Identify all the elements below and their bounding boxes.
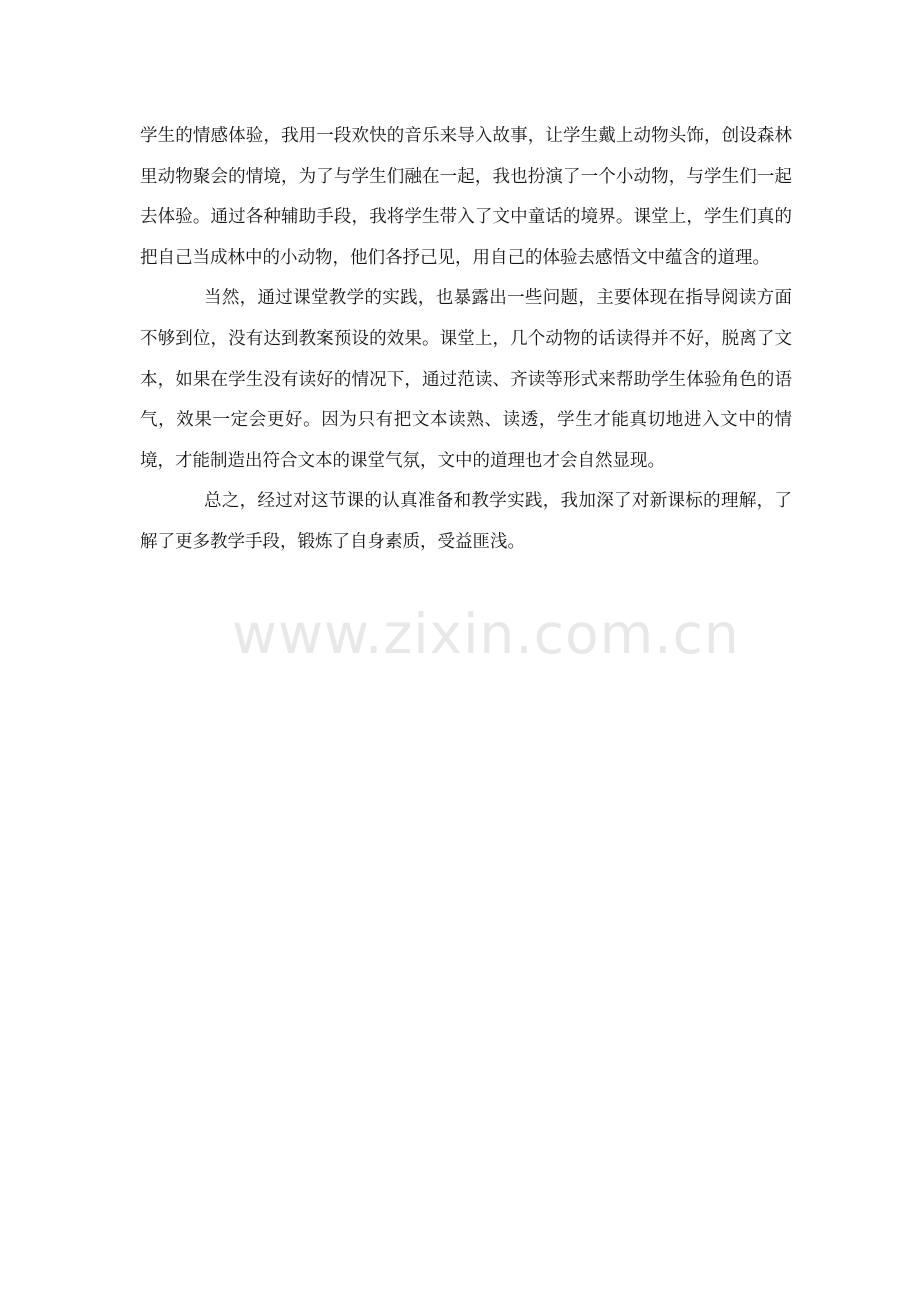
document-body (140, 116, 792, 563)
watermark: www.zixin.com.cn (232, 602, 740, 666)
paragraph-conclusion: 总之，经过对这节课的认真准备和教学实践，我加深了对新课标的理解，了解了更多教学手段，锻炼了自身素质，受益匪浅。 (140, 491, 792, 552)
paragraph-reflection-problems: 当然，通过课堂教学的实践，也暴露出一些问题，主要体现在指导阅读方面不够到位，没有达到教案预设的效果。课堂上，几个动物的话读得并不好，脱离了文本，如果在学生没有读好的情况下，通过范读、齐读等形式来帮助学生体验角色的语气，效果一定会更好。因为只有把文本读熟、读透，学生才能真切地进入文中的情境，才能制造出符合文本的课堂气氛，文中的道理也才会自然显现。 (140, 288, 792, 471)
paragraph-continuation: 学生的情感体验，我用一段欢快的音乐来导入故事，让学生戴上动物头饰，创设森林里动物聚会的情境，为了与学生们融在一起，我也扮演了一个小动物，与学生们一起去体验。通过各种辅助手段，我将学生带入了文中童话的境界。课堂上，学生们真的把自己当成林中的小动物，他们各抒己见，用自己的体验去感悟文中蕴含的道理。 (140, 126, 792, 268)
